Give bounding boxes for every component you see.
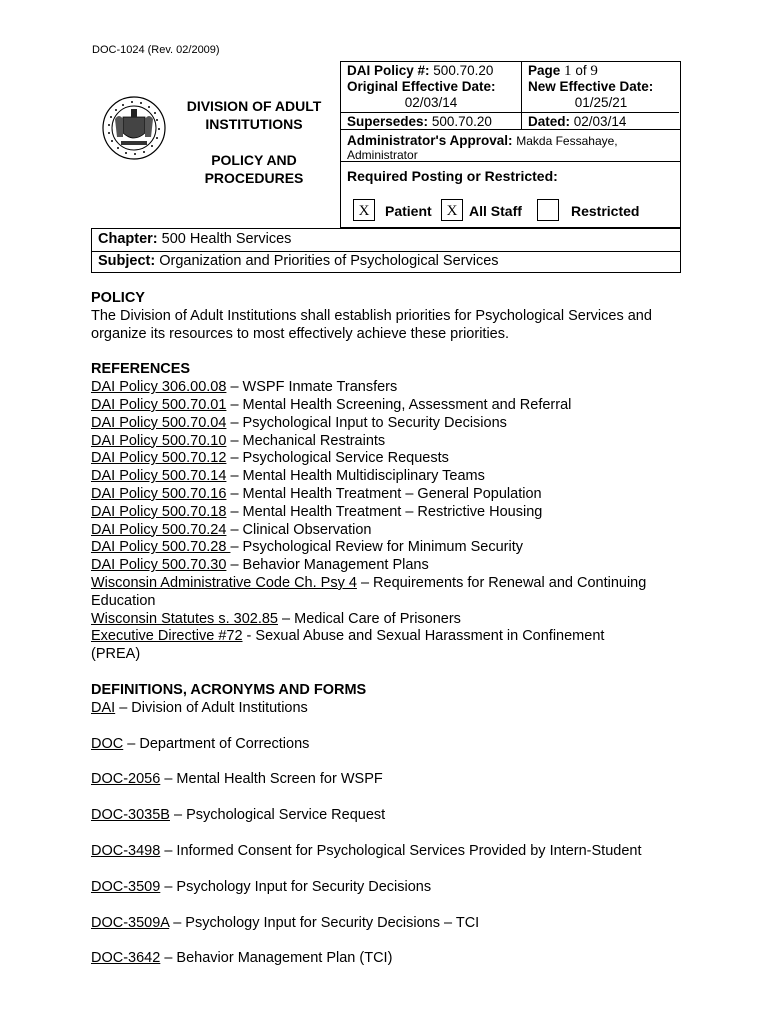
chapter-subject-box — [91, 228, 681, 273]
definitions-heading: DEFINITIONS, ACRONYMS AND FORMS — [91, 681, 367, 698]
header-left — [91, 61, 339, 228]
reference-item: DAI Policy 500.70.01 – Mental Health Screening, Assessment and Referral — [91, 396, 572, 413]
reference-link[interactable]: DAI Policy 500.70.30 — [91, 557, 227, 574]
posting-checkboxes — [349, 199, 679, 223]
dated-value: 02/03/14 — [573, 114, 627, 129]
reference-link[interactable]: DAI Policy 500.70.18 — [91, 503, 227, 520]
definition-term[interactable]: DOC-3035B — [91, 807, 170, 824]
subject-row: Subject: Organization and Priorities of Psychological Services — [98, 253, 499, 269]
reference-item: DAI Policy 306.00.08 – WSPF Inmate Transfers — [91, 379, 398, 396]
approval-cell: Administrator's Approval: Makda Fessahaye, Administrator — [341, 130, 680, 162]
reference-link[interactable]: DAI Policy 500.70.16 — [91, 485, 227, 502]
page-current: 1 — [564, 63, 572, 79]
page-date-cell: Page 1 of 9 New Effective Date: 01/25/21 Dated: 02/03/14 — [522, 62, 680, 130]
definition-item: DOC-3035B – Psychological Service Request — [91, 807, 386, 824]
new-effective-date: 01/25/21 — [574, 95, 628, 110]
reference-link[interactable]: Wisconsin Administrative Code Ch. Psy 4 — [91, 574, 357, 591]
definition-item: DOC-2056 – Mental Health Screen for WSPF — [91, 771, 383, 788]
policy-header — [91, 61, 681, 228]
definition-term[interactable]: DOC-2056 — [91, 771, 161, 788]
reference-item: DAI Policy 500.70.10 – Mechanical Restraints — [91, 432, 386, 449]
definition-term[interactable]: DAI — [91, 699, 116, 716]
definition-term[interactable]: DOC-3498 — [91, 842, 161, 859]
reference-item: Wisconsin Administrative Code Ch. Psy 4 – Requirements for Renewal and Continuing Education — [91, 574, 647, 609]
all-staff-label: All Staff — [469, 203, 522, 219]
reference-link[interactable]: DAI Policy 306.00.08 — [91, 379, 227, 396]
reference-item: Wisconsin Statutes s. 302.85 – Medical Care of Prisoners — [91, 610, 461, 627]
policy-text: The Division of Adult Institutions shall establish priorities for Psychological Services and organize its resources to most effectively achieve these priorities. — [91, 307, 652, 342]
definition-item: DOC-3509 – Psychology Input for Security Decisions — [91, 878, 432, 895]
restricted-checkbox[interactable] — [537, 199, 559, 221]
subject-value: Organization and Priorities of Psychological Services — [159, 253, 499, 269]
restricted-label: Restricted — [571, 203, 640, 219]
reference-item: DAI Policy 500.70.14 – Mental Health Multidisciplinary Teams — [91, 468, 485, 485]
form-id: DOC-1024 (Rev. 02/2009) — [92, 44, 220, 56]
definition-term[interactable]: DOC — [91, 735, 124, 752]
reference-link[interactable]: DAI Policy 500.70.10 — [91, 432, 227, 449]
reference-link[interactable]: DAI Policy 500.70.12 — [91, 450, 227, 467]
reference-item: DAI Policy 500.70.30 – Behavior Management Plans — [91, 557, 429, 574]
patient-checkbox[interactable]: X — [353, 199, 375, 221]
all-staff-checkbox[interactable]: X — [441, 199, 463, 221]
reference-item: DAI Policy 500.70.24 – Clinical Observation — [91, 521, 372, 538]
reference-item: DAI Policy 500.70.04 – Psychological Input to Security Decisions — [91, 414, 507, 431]
patient-label: Patient — [385, 203, 432, 219]
reference-item: DAI Policy 500.70.28 – Psychological Review for Minimum Security — [91, 539, 523, 556]
policy-heading: POLICY — [91, 290, 145, 306]
references-list — [91, 379, 691, 664]
definition-term[interactable]: DOC-3509A — [91, 914, 170, 931]
reference-link[interactable]: DAI Policy 500.70.01 — [91, 396, 227, 413]
definition-item: DOC-3509A – Psychology Input for Security Decisions – TCI — [91, 914, 480, 931]
chapter-row: Chapter: 500 Health Services — [98, 231, 292, 247]
original-effective-date: 02/03/14 — [404, 95, 458, 110]
definition-item: DOC – Department of Corrections — [91, 735, 310, 752]
definition-term[interactable]: DOC-3642 — [91, 950, 161, 967]
division-name: DIVISION OF ADULT INSTITUTIONS — [186, 98, 322, 132]
header-info-grid — [340, 61, 681, 228]
supersedes-value: 500.70.20 — [431, 114, 492, 129]
page-total: 9 — [590, 63, 598, 79]
chapter-value: 500 Health Services — [161, 231, 292, 247]
definition-item: DAI – Division of Adult Institutions — [91, 699, 308, 716]
posting-cell: Required Posting or Restricted: X Patient X All Staff Restricted — [341, 162, 680, 228]
reference-item: DAI Policy 500.70.18 – Mental Health Treatment – Restrictive Housing — [91, 503, 543, 520]
reference-link[interactable]: DAI Policy 500.70.24 — [91, 521, 227, 538]
reference-link[interactable]: Executive Directive #72 — [91, 628, 243, 645]
reference-item: DAI Policy 500.70.16 – Mental Health Treatment – General Population — [91, 485, 542, 502]
definitions-list — [91, 700, 691, 968]
document-body — [91, 290, 691, 986]
reference-item: DAI Policy 500.70.12 – Psychological Service Requests — [91, 450, 449, 467]
approver-name: Makda Fessahaye, — [516, 134, 618, 148]
definition-term[interactable]: DOC-3509 — [91, 878, 161, 895]
reference-link[interactable]: DAI Policy 500.70.28 — [91, 539, 231, 556]
wisconsin-seal-icon — [101, 95, 167, 161]
references-heading: REFERENCES — [91, 361, 191, 378]
reference-link[interactable]: DAI Policy 500.70.04 — [91, 414, 227, 431]
reference-link[interactable]: Wisconsin Statutes s. 302.85 — [91, 610, 278, 627]
approver-title: Administrator — [347, 148, 418, 162]
reference-item: Executive Directive #72 - Sexual Abuse and Sexual Harassment in Confinement (PREA) — [91, 628, 605, 663]
policy-number: 500.70.20 — [433, 63, 494, 78]
policy-number-cell: DAI Policy #: 500.70.20 Original Effective Date: 02/03/14 Supersedes: 500.70.20 — [341, 62, 522, 130]
definition-item: DOC-3642 – Behavior Management Plan (TCI) — [91, 950, 393, 967]
document-type: POLICY AND PROCEDURES — [204, 152, 304, 186]
definition-item: DOC-3498 – Informed Consent for Psychological Services Provided by Intern-Student — [91, 842, 642, 859]
reference-link[interactable]: DAI Policy 500.70.14 — [91, 468, 227, 485]
